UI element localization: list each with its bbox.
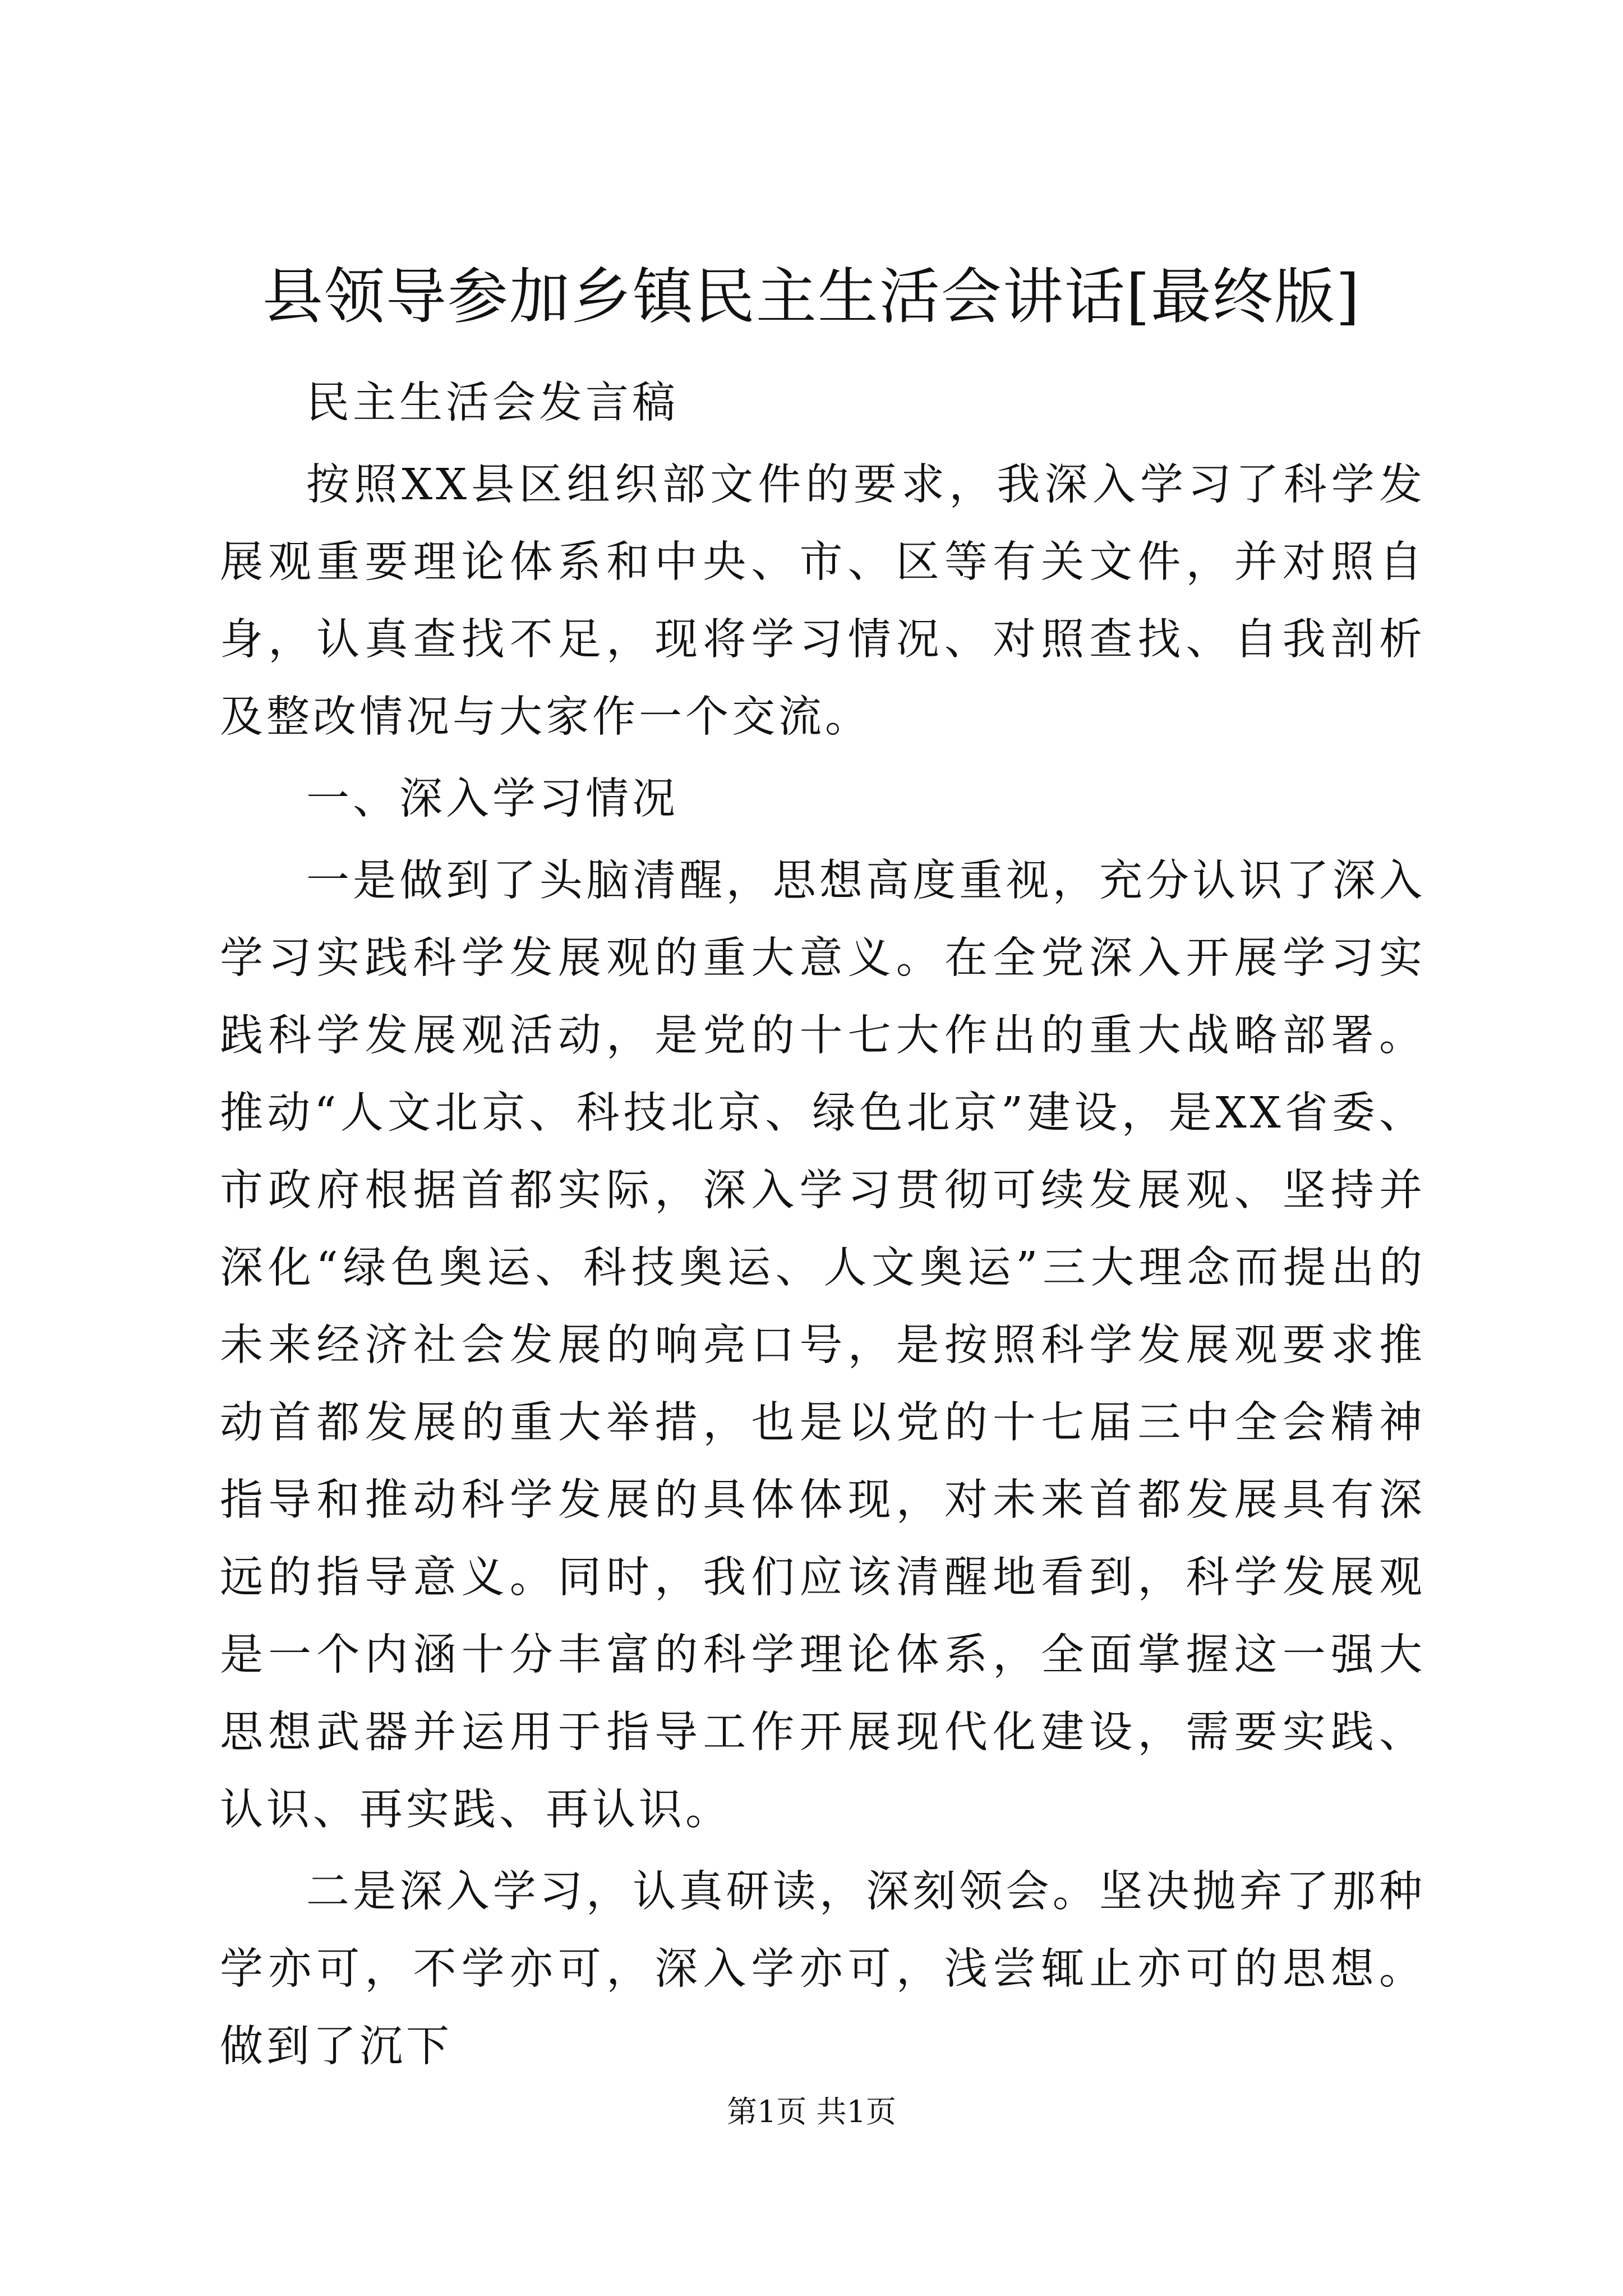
paragraph-point-one: 一是做到了头脑清醒，思想高度重视，充分认识了深入学习实践科学发展观的重大意义。在全党深入开展学习实践科学发展观活动，是党的十七大作出的重大战略部署。推动“人文北京、科技北京、绿色北京”建设，是XX省委、市政府根据首都实际，深入学习贯彻可续发展观、坚持并深化“绿色奥运、科技奥运、人文奥运”三大理念而提出的未来经济社会发展的响亮口号，是按照科学发展观要求推动首都发展的重大举措，也是以党的十七届三中全会精神指导和推动科学发展的具体体现，对未来首都发展具有深远的指导意义。同时，我们应该清醒地看到，科学发展观是一个内涵十分丰富的科学理论体系，全面掌握这一强大思想武器并运用于指导工作开展现代化建设，需要实践、认识、再实践、再认识。	[220, 856, 1426, 1835]
document-title: 县领导参加乡镇民主生活会讲话[最终版]	[262, 262, 1361, 332]
document-body	[220, 365, 1426, 2086]
section-heading: 一、深入学习情况	[306, 774, 679, 824]
paragraph-subtitle: 民主生活会发言稿	[306, 378, 679, 428]
paragraph-point-two: 二是深入学习，认真研读，深刻领会。坚决抛弃了那种学亦可，不学亦可，深入学亦可，浅尝辄止亦可的思想。做到了沉下	[220, 1867, 1426, 2072]
page-footer: 第1页 共1页	[727, 2094, 896, 2129]
paragraph-intro: 按照XX县区组织部文件的要求，我深入学习了科学发展观重要理论体系和中央、市、区等有关文件，并对照自身，认真查找不足，现将学习情况、对照查找、自我剖析及整改情况与大家作一个交流。	[220, 460, 1426, 742]
